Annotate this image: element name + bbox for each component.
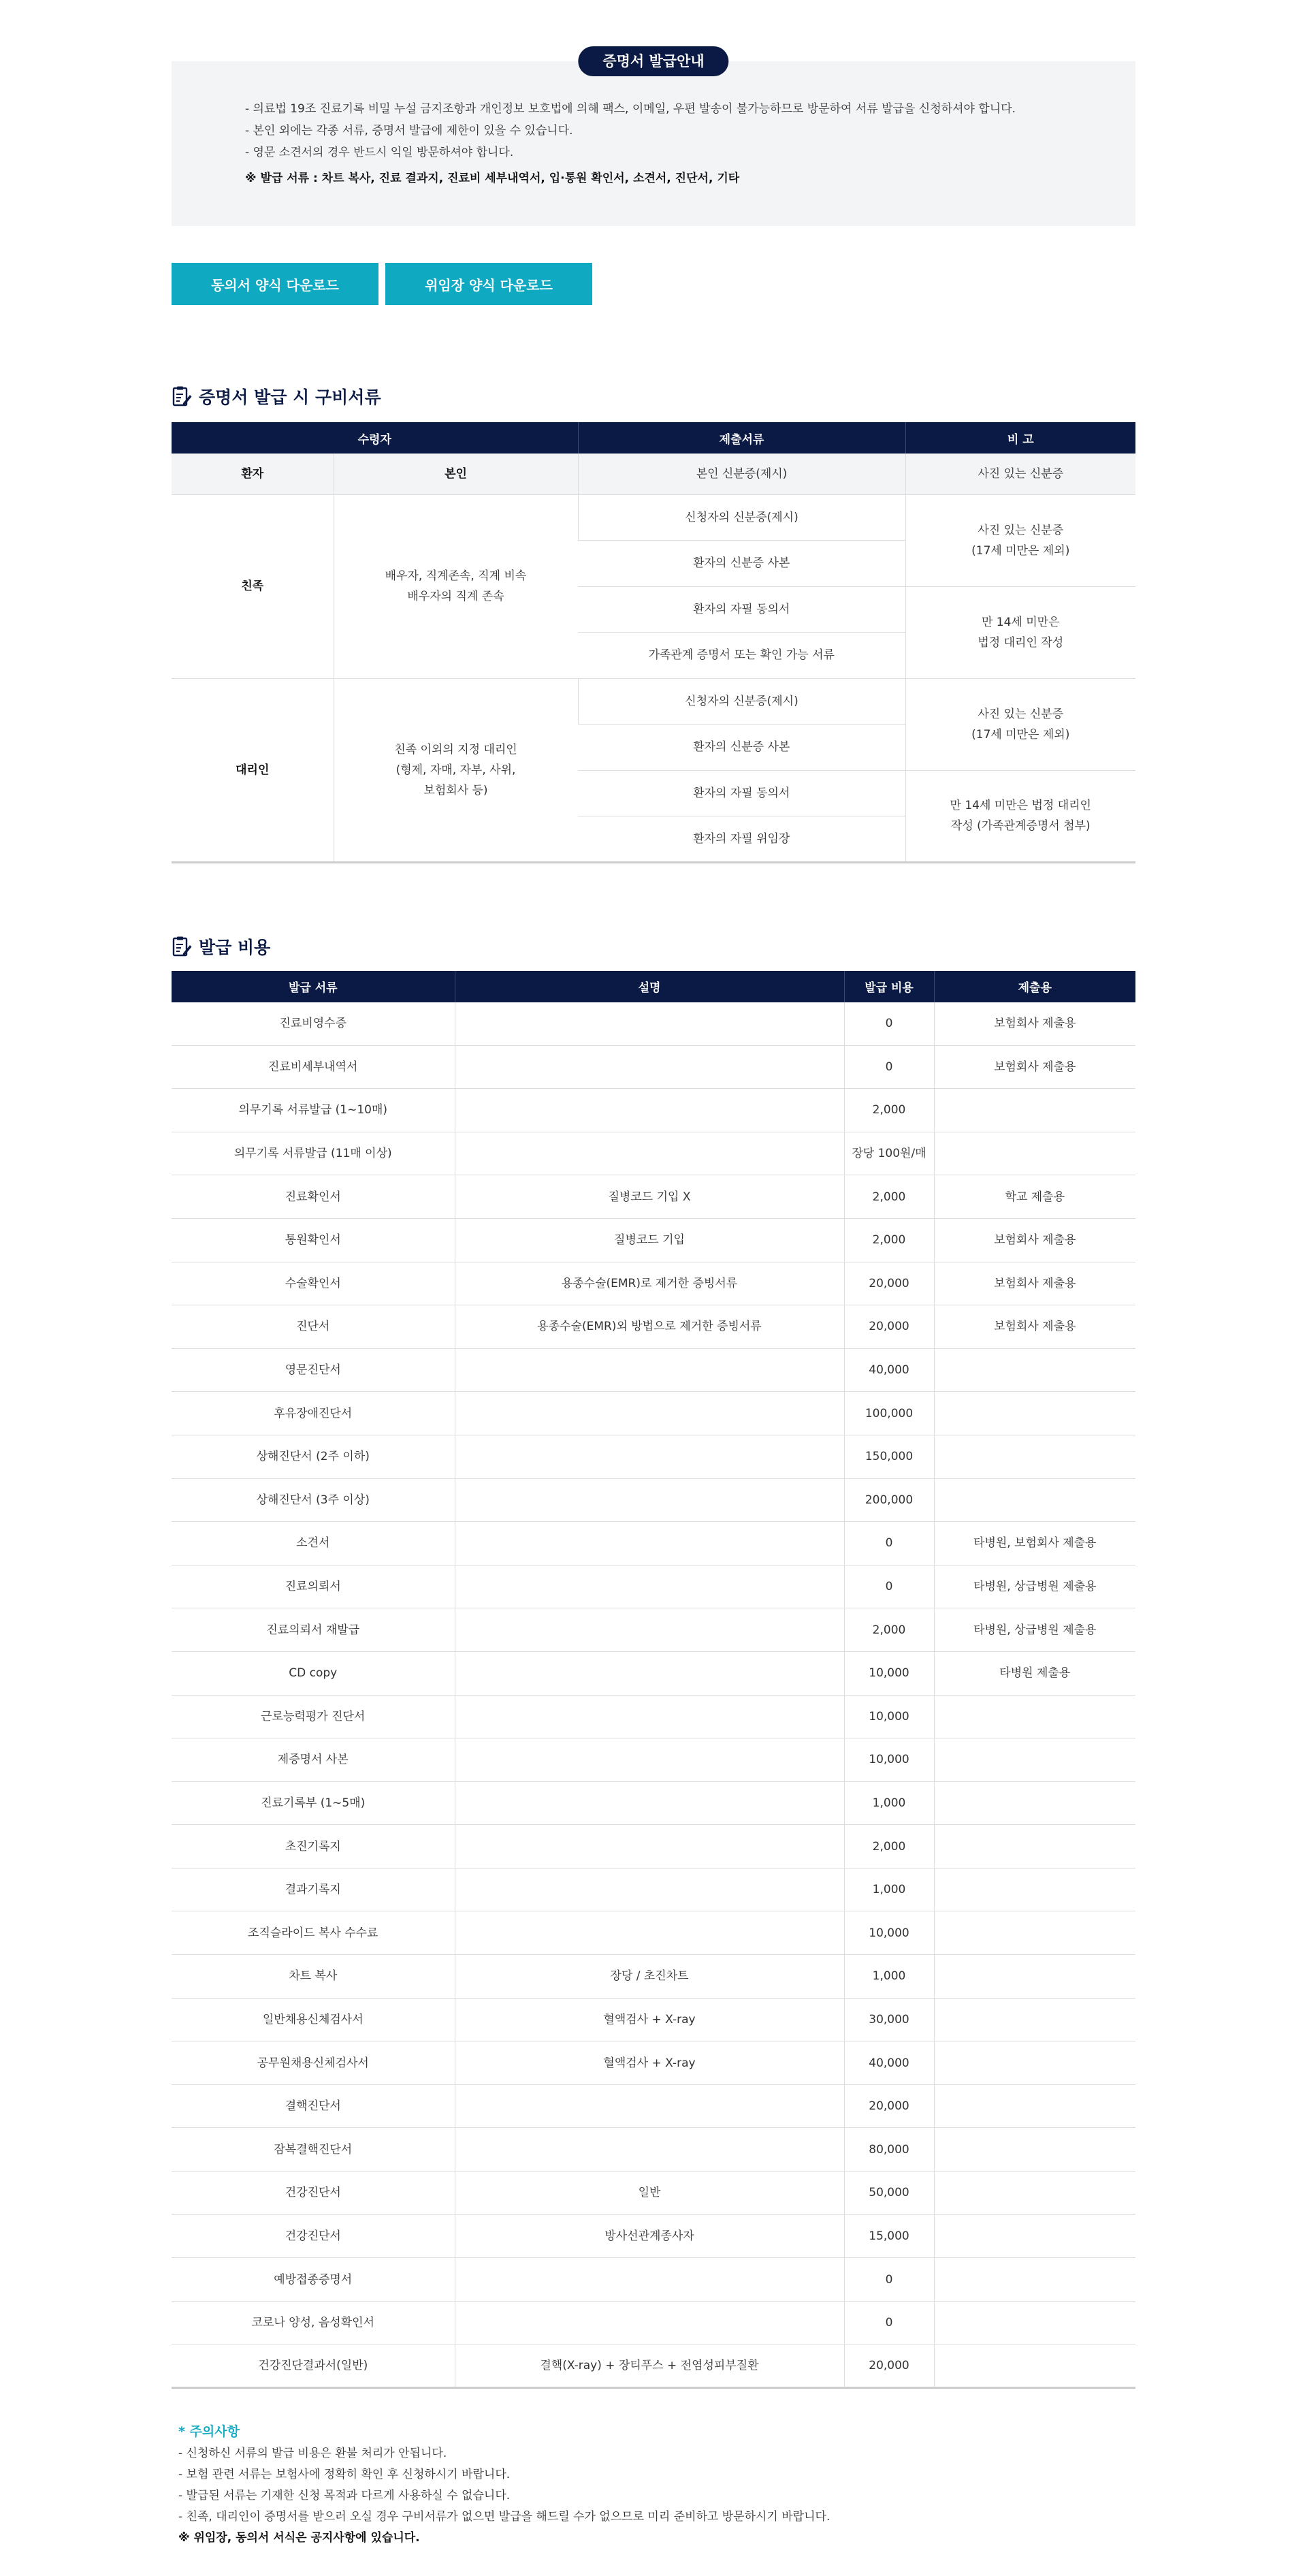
agent-note-minor	[905, 770, 1135, 862]
fees-section-title	[172, 934, 1135, 959]
section-title-text: 증명서 발급 시 구비서류	[199, 387, 381, 407]
fee-amount-cell: 10,000	[844, 1651, 934, 1695]
fee-doc-cell: 진료비영수증	[172, 1002, 455, 1046]
fee-use-cell	[934, 2301, 1135, 2344]
fee-desc-cell: 방사선관계종사자	[455, 2214, 844, 2258]
fee-use-cell: 보험회사 제출용	[934, 1002, 1135, 1046]
fee-desc-cell	[455, 1435, 844, 1478]
col-header-description: 설명	[455, 971, 844, 1002]
fee-use-cell: 타병원, 상급병원 제출용	[934, 1565, 1135, 1608]
fee-desc-cell	[455, 1045, 844, 1089]
table-row	[172, 1305, 1135, 1349]
family-label: 친족	[172, 494, 334, 678]
table-row	[172, 1955, 1135, 1999]
table-row	[172, 1478, 1135, 1522]
table-row	[172, 1089, 1135, 1132]
table-row	[172, 1911, 1135, 1955]
notice-docs-line: ※ 발급 서류 : 차트 복사, 진료 결과지, 진료비 세부내역서, 입·통원 확인서, 소견서, 진단서, 기타	[245, 172, 740, 185]
fee-use-cell	[934, 1955, 1135, 1999]
cell-line: 배우자의 직계 존속	[407, 590, 504, 603]
fee-use-cell	[934, 1911, 1135, 1955]
fee-use-cell	[934, 1825, 1135, 1869]
cell-line: 보험회사 등)	[423, 783, 488, 797]
col-header-recipient: 수령자	[172, 422, 578, 454]
fee-use-cell	[934, 1435, 1135, 1478]
col-header-document: 발급 서류	[172, 971, 455, 1002]
table-row	[172, 1781, 1135, 1825]
table-row	[172, 1695, 1135, 1738]
fee-amount-cell: 15,000	[844, 2214, 934, 2258]
fee-desc-cell: 혈액검사 + X-ray	[455, 1998, 844, 2041]
fee-amount-cell: 2,000	[844, 1825, 934, 1869]
download-button-row	[172, 263, 1135, 305]
table-row	[172, 1998, 1135, 2041]
page	[172, 0, 1135, 2576]
fee-desc-cell	[455, 1089, 844, 1132]
table-row	[172, 2041, 1135, 2085]
agent-description	[334, 678, 578, 862]
fee-doc-cell: 진료확인서	[172, 1175, 455, 1219]
caution-line: - 친족, 대리인이 증명서를 받으러 오실 경우 구비서류가 없으면 발급을 해드릴 수가 없으므로 미리 준비하고 방문하시기 바랍니다.	[178, 2510, 830, 2524]
fee-amount-cell: 20,000	[844, 2084, 934, 2128]
fee-doc-cell: 건강진단결과서(일반)	[172, 2344, 455, 2388]
fee-use-cell: 타병원, 상급병원 제출용	[934, 1608, 1135, 1652]
fee-doc-cell: 제증명서 사본	[172, 1738, 455, 1782]
cell-line: (17세 미만은 제외)	[971, 543, 1070, 558]
col-header-documents: 제출서류	[578, 422, 905, 454]
fee-doc-cell: 차트 복사	[172, 1955, 455, 1999]
cell: 사진 있는 신분증	[905, 454, 1135, 494]
table-row	[172, 1002, 1135, 1046]
fee-doc-cell: CD copy	[172, 1651, 455, 1695]
cell: 신청자의 신분증(제시)	[578, 494, 905, 541]
fee-use-cell	[934, 1478, 1135, 1522]
fee-amount-cell: 50,000	[844, 2172, 934, 2215]
fee-use-cell: 보험회사 제출용	[934, 1262, 1135, 1305]
agent-note-id	[905, 678, 1135, 770]
fee-desc-cell	[455, 2258, 844, 2302]
fee-use-cell	[934, 1089, 1135, 1132]
table-row	[172, 1132, 1135, 1175]
agent-label: 대리인	[172, 678, 334, 862]
fee-use-cell	[934, 2258, 1135, 2302]
fee-doc-cell: 진료의뢰서	[172, 1565, 455, 1608]
fee-doc-cell: 의무기록 서류발급 (11매 이상)	[172, 1132, 455, 1175]
notice-box	[172, 61, 1135, 226]
fee-use-cell	[934, 1781, 1135, 1825]
fee-desc-cell	[455, 1738, 844, 1782]
fee-desc-cell	[455, 1911, 844, 1955]
fee-desc-cell	[455, 1651, 844, 1695]
table-row	[172, 454, 1135, 494]
fee-amount-cell: 1,000	[844, 1955, 934, 1999]
table-row	[172, 2214, 1135, 2258]
fee-amount-cell: 100,000	[844, 1392, 934, 1435]
fee-use-cell	[934, 1998, 1135, 2041]
table-row	[172, 1565, 1135, 1608]
fee-amount-cell: 20,000	[844, 1262, 934, 1305]
table-row	[172, 1608, 1135, 1652]
fee-doc-cell: 결과기록지	[172, 1868, 455, 1911]
required-docs-section-title	[172, 384, 1135, 409]
fee-desc-cell	[455, 1825, 844, 1869]
table-row	[172, 1825, 1135, 1869]
fee-amount-cell: 20,000	[844, 1305, 934, 1349]
table-row	[172, 2172, 1135, 2215]
fee-amount-cell: 40,000	[844, 1348, 934, 1392]
fee-amount-cell: 0	[844, 1565, 934, 1608]
fee-use-cell: 학교 제출용	[934, 1175, 1135, 1219]
cell: 신청자의 신분증(제시)	[578, 678, 905, 725]
fee-doc-cell: 잠복결핵진단서	[172, 2128, 455, 2172]
caution-forms-line: ※ 위임장, 동의서 서식은 공지사항에 있습니다.	[178, 2531, 420, 2545]
fee-amount-cell: 장당 100원/매	[844, 1132, 934, 1175]
fee-desc-cell	[455, 1781, 844, 1825]
document-edit-icon	[172, 936, 192, 957]
fee-amount-cell: 150,000	[844, 1435, 934, 1478]
table-row	[172, 1218, 1135, 1262]
fee-doc-cell: 후유장애진단서	[172, 1392, 455, 1435]
fee-amount-cell: 2,000	[844, 1608, 934, 1652]
fee-amount-cell: 80,000	[844, 2128, 934, 2172]
consent-form-download-button[interactable]: 동의서 양식 다운로드	[172, 263, 378, 305]
fee-amount-cell: 30,000	[844, 1998, 934, 2041]
fee-doc-cell: 영문진단서	[172, 1348, 455, 1392]
fee-use-cell: 보험회사 제출용	[934, 1218, 1135, 1262]
table-row	[172, 1522, 1135, 1565]
fee-desc-cell: 용종수술(EMR)외 방법으로 제거한 증빙서류	[455, 1305, 844, 1349]
fee-doc-cell: 상해진단서 (3주 이상)	[172, 1478, 455, 1522]
cell-line: 배우자, 직계존속, 직계 비속	[385, 569, 527, 583]
section-title-text: 발급 비용	[199, 937, 271, 957]
fee-desc-cell	[455, 1565, 844, 1608]
table-row	[172, 2258, 1135, 2302]
fee-amount-cell: 1,000	[844, 1781, 934, 1825]
cell-line: 만 14세 미만은 법정 대리인	[950, 799, 1091, 812]
fee-use-cell	[934, 2344, 1135, 2388]
table-row	[172, 2084, 1135, 2128]
fee-use-cell: 보험회사 제출용	[934, 1305, 1135, 1349]
table-row	[172, 2128, 1135, 2172]
col-header-submission: 제출용	[934, 971, 1135, 1002]
fee-use-cell	[934, 1868, 1135, 1911]
table-row	[172, 1392, 1135, 1435]
cell: 환자의 자필 위임장	[578, 816, 905, 863]
fee-doc-cell: 건강진단서	[172, 2214, 455, 2258]
fee-doc-cell: 조직슬라이드 복사 수수료	[172, 1911, 455, 1955]
fee-desc-cell	[455, 2128, 844, 2172]
fee-desc-cell: 결핵(X-ray) + 장티푸스 + 전염성피부질환	[455, 2344, 844, 2388]
table-row	[172, 494, 1135, 541]
fee-desc-cell	[455, 1695, 844, 1738]
fee-doc-cell: 진료의뢰서 재발급	[172, 1608, 455, 1652]
proxy-form-download-button[interactable]: 위임장 양식 다운로드	[385, 263, 592, 305]
col-header-fee: 발급 비용	[844, 971, 934, 1002]
fee-amount-cell: 0	[844, 1522, 934, 1565]
fee-amount-cell: 1,000	[844, 1868, 934, 1911]
fee-doc-cell: 일반채용신체검사서	[172, 1998, 455, 2041]
bottom-spacer	[172, 2549, 1135, 2576]
cell-line: 법정 대리인 작성	[978, 635, 1064, 650]
table-row	[172, 678, 1135, 725]
cell-line: 친족 이외의 지정 대리인	[394, 742, 517, 757]
fee-desc-cell	[455, 1478, 844, 1522]
fee-doc-cell: 예방접종증명서	[172, 2258, 455, 2302]
fee-amount-cell: 2,000	[844, 1218, 934, 1262]
fee-use-cell	[934, 2214, 1135, 2258]
fee-desc-cell: 혈액검사 + X-ray	[455, 2041, 844, 2085]
fee-amount-cell: 40,000	[844, 2041, 934, 2085]
fee-amount-cell: 2,000	[844, 1175, 934, 1219]
fee-desc-cell: 용종수술(EMR)로 제거한 증빙서류	[455, 1262, 844, 1305]
fee-amount-cell: 0	[844, 2301, 934, 2344]
fee-desc-cell	[455, 1002, 844, 1046]
fee-doc-cell: 건강진단서	[172, 2172, 455, 2215]
fee-amount-cell: 0	[844, 1045, 934, 1089]
cell-line: 사진 있는 신분증	[978, 523, 1064, 537]
fee-desc-cell: 장당 / 초진차트	[455, 1955, 844, 1999]
caution-box	[172, 2420, 1135, 2549]
fee-doc-cell: 통원확인서	[172, 1218, 455, 1262]
cell-line: (형제, 자매, 자부, 사위,	[396, 763, 516, 777]
fee-desc-cell	[455, 2301, 844, 2344]
fee-doc-cell: 진료비세부내역서	[172, 1045, 455, 1089]
fee-use-cell: 타병원, 보험회사 제출용	[934, 1522, 1135, 1565]
fee-doc-cell: 수술확인서	[172, 1262, 455, 1305]
table-row	[172, 1651, 1135, 1695]
fee-doc-cell: 진료기록부 (1~5매)	[172, 1781, 455, 1825]
required-docs-table	[172, 422, 1135, 863]
table-row	[172, 1262, 1135, 1305]
fee-desc-cell	[455, 1608, 844, 1652]
fee-desc-cell: 질병코드 기입 X	[455, 1175, 844, 1219]
fee-doc-cell: 결핵진단서	[172, 2084, 455, 2128]
family-note-id	[905, 494, 1135, 586]
fees-table-body	[172, 1002, 1135, 2388]
cell: 환자의 자필 동의서	[578, 586, 905, 633]
fee-desc-cell: 질병코드 기입	[455, 1218, 844, 1262]
fee-amount-cell: 200,000	[844, 1478, 934, 1522]
fee-doc-cell: 공무원채용신체검사서	[172, 2041, 455, 2085]
fee-use-cell	[934, 1738, 1135, 1782]
cell: 본인	[334, 454, 578, 494]
notice-line: - 본인 외에는 각종 서류, 증명서 발급에 제한이 있을 수 있습니다.	[245, 124, 573, 138]
notice-title: 증명서 발급안내	[578, 46, 728, 76]
cell-line: 사진 있는 신분증	[978, 707, 1064, 721]
fee-desc-cell	[455, 1392, 844, 1435]
fee-use-cell	[934, 1392, 1135, 1435]
fee-use-cell	[934, 2128, 1135, 2172]
table-row	[172, 1868, 1135, 1911]
fee-use-cell	[934, 2041, 1135, 2085]
fee-desc-cell: 일반	[455, 2172, 844, 2215]
table-row	[172, 1348, 1135, 1392]
cell-line: 만 14세 미만은	[981, 615, 1060, 629]
fee-use-cell	[934, 1132, 1135, 1175]
fee-doc-cell: 의무기록 서류발급 (1~10매)	[172, 1089, 455, 1132]
table-row	[172, 2301, 1135, 2344]
table-row	[172, 1175, 1135, 1219]
fee-doc-cell: 초진기록지	[172, 1825, 455, 1869]
fee-use-cell	[934, 1695, 1135, 1738]
col-header-note: 비 고	[905, 422, 1135, 454]
caution-line: - 발급된 서류는 기재한 신청 목적과 다르게 사용하실 수 없습니다.	[178, 2489, 511, 2502]
caution-line: - 보험 관련 서류는 보험사에 정확히 확인 후 신청하시기 바랍니다.	[178, 2468, 511, 2481]
family-note-minor	[905, 586, 1135, 678]
table-row	[172, 1435, 1135, 1478]
fee-desc-cell	[455, 1868, 844, 1911]
cell-line: 작성 (가족관계증명서 첨부)	[950, 819, 1091, 833]
fee-desc-cell	[455, 1348, 844, 1392]
document-edit-icon	[172, 385, 192, 407]
notice-line: - 영문 소견서의 경우 반드시 익일 방문하셔야 합니다.	[245, 146, 514, 159]
fee-doc-cell: 소견서	[172, 1522, 455, 1565]
caution-title: * 주의사항	[178, 2424, 240, 2439]
table-row	[172, 1738, 1135, 1782]
fee-doc-cell: 상해진단서 (2주 이하)	[172, 1435, 455, 1478]
cell-line: (17세 미만은 제외)	[971, 727, 1070, 742]
fee-amount-cell: 10,000	[844, 1911, 934, 1955]
notice-line: - 의료법 19조 진료기록 비밀 누설 금지조항과 개인정보 보호법에 의해 팩스, 이메일, 우편 발송이 불가능하므로 방문하여 서류 발급을 신청하셔야 합니다.	[245, 102, 1016, 116]
cell: 가족관계 증명서 또는 확인 가능 서류	[578, 633, 905, 679]
fee-desc-cell	[455, 1522, 844, 1565]
fee-amount-cell: 0	[844, 2258, 934, 2302]
fee-amount-cell: 0	[844, 1002, 934, 1046]
cell: 환자의 신분증 사본	[578, 725, 905, 771]
caution-line: - 신청하신 서류의 발급 비용은 환불 처리가 안됩니다.	[178, 2447, 447, 2460]
fee-amount-cell: 2,000	[844, 1089, 934, 1132]
cell: 환자의 신분증 사본	[578, 541, 905, 587]
fee-doc-cell: 근로능력평가 진단서	[172, 1695, 455, 1738]
fee-use-cell: 타병원 제출용	[934, 1651, 1135, 1695]
fee-amount-cell: 10,000	[844, 1695, 934, 1738]
fee-use-cell	[934, 1348, 1135, 1392]
fee-desc-cell	[455, 2084, 844, 2128]
fee-doc-cell: 코로나 양성, 음성확인서	[172, 2301, 455, 2344]
fee-use-cell	[934, 2172, 1135, 2215]
family-description	[334, 494, 578, 678]
fee-doc-cell: 진단서	[172, 1305, 455, 1349]
cell: 환자	[172, 454, 334, 494]
cell: 본인 신분증(제시)	[578, 454, 905, 494]
fee-amount-cell: 20,000	[844, 2344, 934, 2388]
fee-use-cell: 보험회사 제출용	[934, 1045, 1135, 1089]
fee-use-cell	[934, 2084, 1135, 2128]
table-row	[172, 1045, 1135, 1089]
cell: 환자의 자필 동의서	[578, 770, 905, 816]
fees-table	[172, 971, 1135, 2389]
fee-amount-cell: 10,000	[844, 1738, 934, 1782]
fee-desc-cell	[455, 1132, 844, 1175]
table-row	[172, 2344, 1135, 2388]
